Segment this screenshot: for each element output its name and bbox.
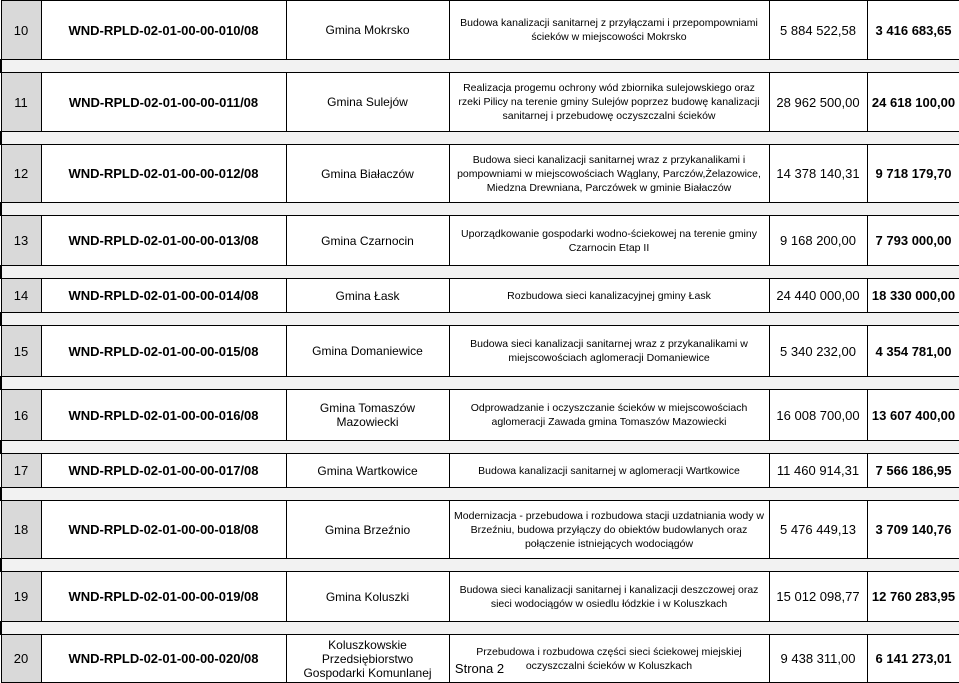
grant-amount: 3 416 683,65 — [867, 1, 959, 60]
beneficiary-name: Gmina Koluszki — [286, 572, 449, 622]
spacer-cell — [867, 559, 959, 572]
spacer-cell — [1, 60, 41, 73]
row-spacer — [1, 266, 959, 279]
total-cost: 9 438 311,00 — [769, 635, 867, 683]
application-number: WND-RPLD-02-01-00-00-012/08 — [41, 145, 286, 203]
spacer-cell — [449, 266, 769, 279]
total-cost: 5 340 232,00 — [769, 326, 867, 377]
spacer-cell — [867, 488, 959, 501]
project-title: Uporządkowanie gospodarki wodno-ściekowej na terenie gminy Czarnocin Etap II — [449, 216, 769, 266]
spacer-cell — [1, 203, 41, 216]
grant-amount: 9 718 179,70 — [867, 145, 959, 203]
spacer-cell — [1, 313, 41, 326]
spacer-cell — [286, 313, 449, 326]
spacer-cell — [1, 266, 41, 279]
spacer-cell — [867, 377, 959, 390]
project-title: Przebudowa i rozbudowa części sieci ściekowej miejskiej oczyszczalni ścieków w Koluszkach — [449, 635, 769, 683]
spacer-cell — [41, 132, 286, 145]
project-title: Budowa sieci kanalizacji sanitarnej i kanalizacji deszczowej oraz sieci wodociągów w osiedlu łódzkie i w Koluszkach — [449, 572, 769, 622]
row-number: 15 — [1, 326, 41, 377]
spacer-cell — [286, 266, 449, 279]
row-number: 11 — [1, 73, 41, 132]
row-number: 17 — [1, 454, 41, 488]
row-number: 19 — [1, 572, 41, 622]
row-spacer — [1, 60, 959, 73]
total-cost: 16 008 700,00 — [769, 390, 867, 441]
spacer-cell — [449, 622, 769, 635]
table-row — [1, 1, 959, 60]
beneficiary-name: Gmina Sulejów — [286, 73, 449, 132]
spacer-cell — [769, 622, 867, 635]
total-cost: 5 476 449,13 — [769, 501, 867, 559]
application-number: WND-RPLD-02-01-00-00-017/08 — [41, 454, 286, 488]
spacer-cell — [449, 377, 769, 390]
project-title: Budowa sieci kanalizacji sanitarnej wraz z przykanalikami i pompowniami w miejscowościach Wąglany, Parczów,Żelazowice, Miedzna Drewniana, Parczówek w gminie Białaczów — [449, 145, 769, 203]
project-title: Budowa kanalizacji sanitarnej w aglomeracji Wartkowice — [449, 454, 769, 488]
project-title: Budowa kanalizacji sanitarnej z przyłączami i przepompowniami ścieków w miejscowości Mokrsko — [449, 1, 769, 60]
row-spacer — [1, 132, 959, 145]
row-number: 13 — [1, 216, 41, 266]
total-cost: 5 884 522,58 — [769, 1, 867, 60]
beneficiary-name: Gmina Wartkowice — [286, 454, 449, 488]
table-row — [1, 501, 959, 559]
row-number: 14 — [1, 279, 41, 313]
total-cost: 9 168 200,00 — [769, 216, 867, 266]
project-title: Modernizacja - przebudowa i rozbudowa stacji uzdatniania wody w Brzeźniu, budowa przyłączy do obiektów budowlanych oraz połączenie istniejących wodociągów — [449, 501, 769, 559]
row-spacer — [1, 622, 959, 635]
spacer-cell — [286, 488, 449, 501]
spacer-cell — [769, 559, 867, 572]
row-number: 18 — [1, 501, 41, 559]
grant-amount: 24 618 100,00 — [867, 73, 959, 132]
beneficiary-name: Gmina Łask — [286, 279, 449, 313]
spacer-cell — [867, 132, 959, 145]
spacer-cell — [867, 266, 959, 279]
beneficiary-name: Gmina Czarnocin — [286, 216, 449, 266]
grant-amount: 4 354 781,00 — [867, 326, 959, 377]
spacer-cell — [769, 488, 867, 501]
projects-table-body — [1, 1, 959, 683]
spacer-cell — [41, 622, 286, 635]
project-title: Odprowadzanie i oczyszczanie ścieków w miejscowościach aglomeracji Zawada gmina Tomaszów Mazowiecki — [449, 390, 769, 441]
table-row — [1, 216, 959, 266]
row-number: 12 — [1, 145, 41, 203]
spacer-cell — [449, 488, 769, 501]
application-number: WND-RPLD-02-01-00-00-019/08 — [41, 572, 286, 622]
grant-amount: 18 330 000,00 — [867, 279, 959, 313]
spacer-cell — [1, 377, 41, 390]
grant-amount: 12 760 283,95 — [867, 572, 959, 622]
table-row — [1, 454, 959, 488]
spacer-cell — [286, 132, 449, 145]
grant-amount: 6 141 273,01 — [867, 635, 959, 683]
row-spacer — [1, 559, 959, 572]
row-number: 10 — [1, 1, 41, 60]
spacer-cell — [867, 313, 959, 326]
spacer-cell — [769, 313, 867, 326]
spacer-cell — [769, 203, 867, 216]
spacer-cell — [867, 203, 959, 216]
application-number: WND-RPLD-02-01-00-00-013/08 — [41, 216, 286, 266]
beneficiary-name: Gmina Tomaszów Mazowiecki — [286, 390, 449, 441]
beneficiary-name: Koluszkowskie Przedsiębiorstwo Gospodarki Komunlanej — [286, 635, 449, 683]
project-title: Rozbudowa sieci kanalizacyjnej gminy Łask — [449, 279, 769, 313]
total-cost: 28 962 500,00 — [769, 73, 867, 132]
spacer-cell — [41, 559, 286, 572]
spacer-cell — [769, 132, 867, 145]
row-number: 16 — [1, 390, 41, 441]
spacer-cell — [1, 441, 41, 454]
spacer-cell — [41, 60, 286, 73]
spacer-cell — [449, 313, 769, 326]
spacer-cell — [41, 441, 286, 454]
spacer-cell — [449, 60, 769, 73]
spacer-cell — [1, 132, 41, 145]
total-cost: 24 440 000,00 — [769, 279, 867, 313]
table-row — [1, 279, 959, 313]
spacer-cell — [41, 377, 286, 390]
spacer-cell — [1, 488, 41, 501]
spacer-cell — [769, 60, 867, 73]
table-row — [1, 326, 959, 377]
spacer-cell — [769, 377, 867, 390]
table-row — [1, 572, 959, 622]
spacer-cell — [41, 488, 286, 501]
spacer-cell — [286, 377, 449, 390]
row-number: 20 — [1, 635, 41, 683]
table-row — [1, 390, 959, 441]
spacer-cell — [41, 313, 286, 326]
spacer-cell — [286, 60, 449, 73]
application-number: WND-RPLD-02-01-00-00-011/08 — [41, 73, 286, 132]
beneficiary-name: Gmina Domaniewice — [286, 326, 449, 377]
spacer-cell — [867, 622, 959, 635]
spacer-cell — [1, 622, 41, 635]
beneficiary-name: Gmina Mokrsko — [286, 1, 449, 60]
spacer-cell — [286, 441, 449, 454]
spacer-cell — [286, 559, 449, 572]
table-row — [1, 73, 959, 132]
application-number: WND-RPLD-02-01-00-00-020/08 — [41, 635, 286, 683]
row-spacer — [1, 488, 959, 501]
page-number: Strona 2 — [454, 661, 505, 676]
spacer-cell — [449, 132, 769, 145]
grant-amount: 13 607 400,00 — [867, 390, 959, 441]
spacer-cell — [1, 559, 41, 572]
total-cost: 11 460 914,31 — [769, 454, 867, 488]
spacer-cell — [769, 266, 867, 279]
beneficiary-name: Gmina Brzeźnio — [286, 501, 449, 559]
total-cost: 15 012 098,77 — [769, 572, 867, 622]
row-spacer — [1, 441, 959, 454]
grant-amount: 3 709 140,76 — [867, 501, 959, 559]
row-spacer — [1, 313, 959, 326]
row-spacer — [1, 203, 959, 216]
application-number: WND-RPLD-02-01-00-00-010/08 — [41, 1, 286, 60]
row-spacer — [1, 377, 959, 390]
project-title: Budowa sieci kanalizacji sanitarnej wraz z przykanalikami w miejscowościach aglomeracji Domaniewice — [449, 326, 769, 377]
spacer-cell — [286, 622, 449, 635]
application-number: WND-RPLD-02-01-00-00-015/08 — [41, 326, 286, 377]
spacer-cell — [867, 60, 959, 73]
beneficiary-name: Gmina Białaczów — [286, 145, 449, 203]
table-row — [1, 145, 959, 203]
spacer-cell — [769, 441, 867, 454]
application-number: WND-RPLD-02-01-00-00-016/08 — [41, 390, 286, 441]
grant-amount: 7 793 000,00 — [867, 216, 959, 266]
spacer-cell — [867, 441, 959, 454]
spacer-cell — [41, 266, 286, 279]
project-title: Realizacja progemu ochrony wód zbiornika sulejowskiego oraz rzeki Pilicy na terenie gminy Sulejów poprzez budowę kanalizacji sanitarnej i przebudowę oczyszczalni ścieków — [449, 73, 769, 132]
application-number: WND-RPLD-02-01-00-00-018/08 — [41, 501, 286, 559]
grant-amount: 7 566 186,95 — [867, 454, 959, 488]
spacer-cell — [449, 559, 769, 572]
spacer-cell — [286, 203, 449, 216]
application-number: WND-RPLD-02-01-00-00-014/08 — [41, 279, 286, 313]
spacer-cell — [449, 203, 769, 216]
spacer-cell — [449, 441, 769, 454]
spacer-cell — [41, 203, 286, 216]
total-cost: 14 378 140,31 — [769, 145, 867, 203]
